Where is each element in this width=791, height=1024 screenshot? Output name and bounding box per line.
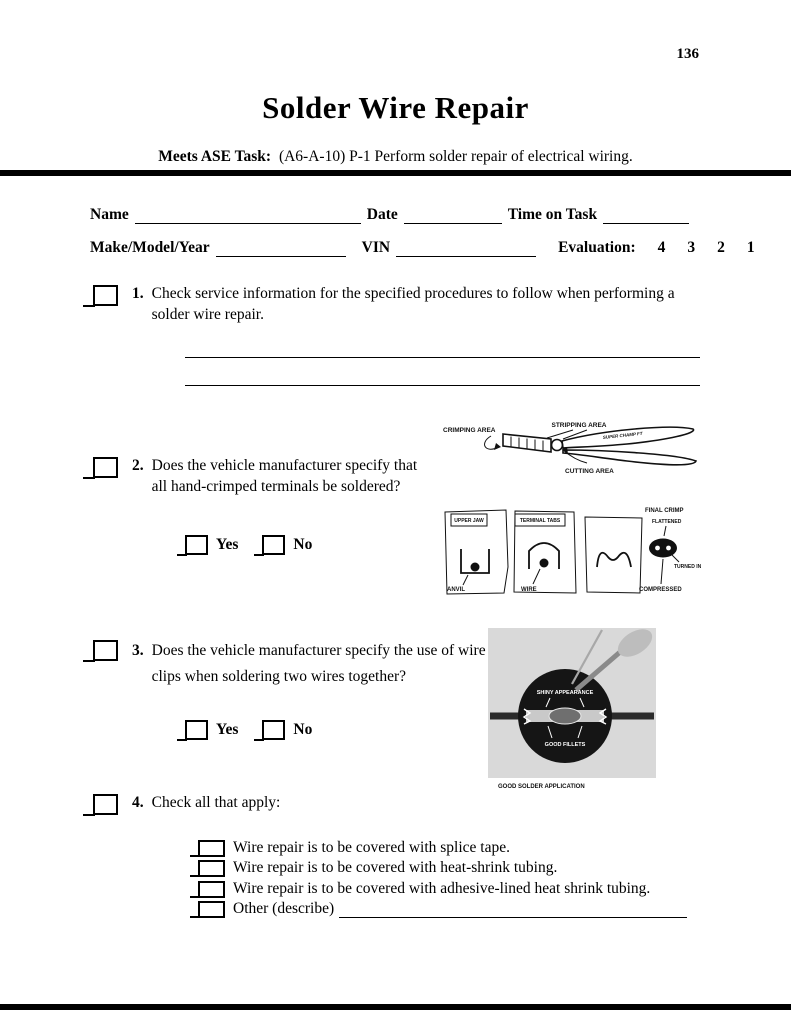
question-3-checkbox[interactable] [93,640,118,661]
question-4 [93,792,280,815]
name-input-line[interactable] [135,208,361,224]
question-2-checkbox[interactable] [93,457,118,478]
vin-input-line[interactable] [396,241,536,257]
date-label: Date [366,206,398,223]
solder-caption-label: GOOD SOLDER APPLICATION [498,784,585,790]
option-heat-shrink-checkbox[interactable] [198,860,225,877]
stripping-area-label: STRIPPING AREA [551,422,607,429]
question-4-text: Check all that apply: [151,794,281,811]
terminal-tabs-label: TERMINAL TABS [519,518,561,524]
ase-task-line [0,148,791,166]
tool-brand-label: SUPER CHAMP FT [602,430,643,440]
question-3-no-checkbox[interactable] [262,720,285,740]
question-1-text: Check service information for the specified procedures to follow when performing a solder wire repair. [151,285,675,323]
evaluation-label: Evaluation: [558,239,636,256]
shiny-appearance-label: SHINY APPEARANCE [536,690,594,696]
question-1 [93,283,692,325]
name-label: Name [90,206,129,223]
final-crimp-label: FINAL CRIMP [645,508,684,514]
question-3-answers [185,720,312,740]
option-other-checkbox[interactable] [198,901,225,918]
wire-cross-section-1 [471,563,480,572]
evaluation-3[interactable]: 3 [687,239,696,256]
anvil-label: ANVIL [447,587,465,593]
turned-in-label: TURNED IN [674,564,702,570]
evaluation-4[interactable]: 4 [657,239,666,256]
header-divider-rule [0,170,791,176]
question-4-number: 4. [132,794,144,811]
question-3 [93,638,504,690]
question-2-answers [185,535,312,555]
option-adhesive-lined-checkbox[interactable] [198,881,225,898]
solder-joint-figure [488,628,656,790]
question-1-answer-line-2[interactable] [185,385,700,386]
date-input-line[interactable] [404,208,502,224]
option-row-other [198,898,687,919]
solder-joint-diagram [488,628,656,790]
question-3-text: Does the vehicle manufacturer specify the use of wire clips when soldering two wires together? [151,642,486,685]
option-adhesive-lined-label: Wire repair is to be covered with adhesive-lined heat shrink tubing. [233,879,651,897]
question-4-checkbox[interactable] [93,794,118,815]
question-1-number: 1. [132,285,144,302]
wire-cross-section-2 [540,559,549,568]
question-1-answer-line-1[interactable] [185,357,700,358]
flattened-label: FLATTENED [652,519,682,525]
question-2-yes-checkbox[interactable] [185,535,208,555]
vin-label: VIN [361,239,391,256]
question-2-yes-label: Yes [216,536,239,553]
evaluation-1[interactable]: 1 [746,239,755,256]
final-crimp-shape [649,539,677,558]
wire-label: WIRE [521,587,537,593]
crimping-tool-diagram [435,417,710,599]
option-heat-shrink-label: Wire repair is to be covered with heat-shrink tubing. [233,859,558,876]
footer-rule [0,1004,791,1010]
make-model-year-label: Make/Model/Year [90,239,210,256]
option-row-splice-tape [198,836,687,857]
compressed-label: COMPRESSED [639,587,682,593]
question-2 [93,455,424,497]
question-3-yes-checkbox[interactable] [185,720,208,740]
option-row-heat-shrink [198,857,687,878]
evaluation-2[interactable]: 2 [717,239,725,256]
good-fillets-label: GOOD FILLETS [544,742,586,748]
question-2-number: 2. [132,457,144,474]
crimping-tool-figure [435,417,710,599]
header-row-2 [90,239,755,257]
question-2-no-checkbox[interactable] [262,535,285,555]
option-other-input-line[interactable] [339,903,687,918]
time-on-task-input-line[interactable] [603,208,689,224]
question-4-options [198,836,687,918]
question-2-no-label: No [293,536,313,553]
option-splice-tape-checkbox[interactable] [198,840,225,857]
question-3-yes-label: Yes [216,721,239,738]
make-model-year-input-line[interactable] [216,241,346,257]
option-row-adhesive-lined [198,877,687,898]
page-number: 136 [676,46,699,62]
cutting-area-label: CUTTING AREA [565,468,614,475]
upper-jaw-label: UPPER JAW [454,518,484,524]
solder-joint [549,708,581,724]
page-title: Solder Wire Repair [262,90,529,125]
crimping-area-label: CRIMPING AREA [443,427,496,434]
option-other-label: Other (describe) [233,900,335,917]
crimping-area-arrowhead [494,443,501,450]
question-2-text: Does the vehicle manufacturer specify that all hand-crimped terminals be soldered? [151,457,418,495]
ase-task-label: Meets ASE Task: [158,148,272,165]
question-3-no-label: No [293,721,313,738]
option-splice-tape-label: Wire repair is to be covered with splice tape. [233,838,510,856]
question-1-checkbox[interactable] [93,285,118,306]
ase-task-text: (A6-A-10) P-1 Perform solder repair of electrical wiring. [278,148,633,165]
header-row-1 [90,206,695,224]
time-on-task-label: Time on Task [507,206,598,223]
question-3-number: 3. [132,642,144,659]
